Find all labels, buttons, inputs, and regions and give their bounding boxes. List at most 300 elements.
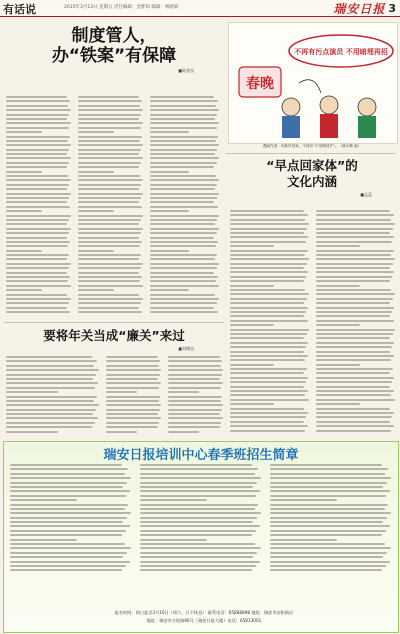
text-line <box>150 162 217 164</box>
text-line <box>10 499 77 501</box>
text-line <box>106 413 158 415</box>
text-line <box>6 365 94 367</box>
text-line <box>6 105 68 107</box>
text-line <box>230 386 304 388</box>
ad-body-col1 <box>10 464 132 574</box>
text-line <box>6 136 70 138</box>
text-line <box>270 490 390 492</box>
text-line <box>230 430 305 432</box>
text-line <box>78 241 142 243</box>
article-body-col1 <box>230 210 310 434</box>
text-line <box>78 149 141 151</box>
text-line <box>150 153 215 155</box>
text-line <box>78 96 139 98</box>
text-line <box>230 364 274 366</box>
text-line <box>150 175 216 177</box>
article-body-col2 <box>316 210 396 434</box>
text-line <box>168 391 199 393</box>
article-byline: ■刘德忠 <box>178 346 194 351</box>
text-line <box>316 267 390 269</box>
text-line <box>140 517 257 519</box>
text-line <box>150 254 217 256</box>
text-line <box>230 236 308 238</box>
text-line <box>10 521 123 523</box>
text-line <box>316 342 394 344</box>
text-line <box>78 223 139 225</box>
text-line <box>6 179 71 181</box>
article-institution <box>4 26 224 74</box>
text-line <box>140 504 258 506</box>
text-line <box>6 232 69 234</box>
text-line <box>6 426 92 428</box>
text-line <box>6 166 67 168</box>
text-line <box>230 351 304 353</box>
text-line <box>168 431 199 433</box>
text-line <box>140 521 253 523</box>
text-line <box>150 228 219 230</box>
text-line <box>150 131 189 133</box>
text-line <box>6 184 69 186</box>
text-line <box>230 403 274 405</box>
page-number: 3 <box>388 1 396 15</box>
text-line <box>150 219 217 221</box>
text-line <box>316 412 394 414</box>
text-line <box>316 311 392 313</box>
text-line <box>316 232 390 234</box>
text-line <box>150 289 189 291</box>
text-line <box>6 114 69 116</box>
text-line <box>6 396 97 398</box>
text-line <box>270 512 391 514</box>
logo-area <box>333 0 396 16</box>
text-line <box>6 391 58 393</box>
article-title-line1: 制度管人， <box>71 26 157 46</box>
text-line <box>78 184 141 186</box>
text-line <box>140 534 252 536</box>
text-line <box>230 425 308 427</box>
text-line <box>168 382 223 384</box>
text-line <box>140 539 207 541</box>
text-line <box>6 289 42 291</box>
editorial-cartoon <box>228 22 398 144</box>
text-line <box>6 118 67 120</box>
text-line <box>150 122 219 124</box>
text-line <box>6 267 69 269</box>
text-line <box>10 556 123 558</box>
text-line <box>78 210 114 212</box>
text-line <box>140 464 252 466</box>
text-line <box>6 250 42 252</box>
text-line <box>230 311 306 313</box>
text-line <box>106 431 137 433</box>
text-line <box>10 486 123 488</box>
text-line <box>230 263 307 265</box>
text-line <box>230 223 309 225</box>
text-line <box>78 157 143 159</box>
text-line <box>78 237 139 239</box>
text-line <box>270 525 390 527</box>
text-line <box>316 276 392 278</box>
ad-title: 瑞安日报培训中心春季班招生简章 <box>103 448 299 463</box>
text-line <box>168 360 222 362</box>
text-line <box>78 201 139 203</box>
text-line <box>6 197 69 199</box>
text-line <box>10 565 126 567</box>
text-line <box>270 565 386 567</box>
text-line <box>316 381 392 383</box>
text-line <box>10 504 128 506</box>
text-line <box>270 556 383 558</box>
divider <box>226 153 396 154</box>
text-line <box>316 377 394 379</box>
text-line <box>230 302 304 304</box>
text-line <box>168 413 220 415</box>
text-line <box>6 210 42 212</box>
text-line <box>150 210 189 212</box>
text-line <box>106 365 159 367</box>
text-line <box>316 390 394 392</box>
text-line <box>270 547 391 549</box>
text-line <box>140 565 256 567</box>
text-line <box>316 293 395 295</box>
text-line <box>230 394 305 396</box>
text-line <box>78 109 143 111</box>
text-line <box>316 315 390 317</box>
text-line <box>140 499 207 501</box>
text-line <box>6 263 71 265</box>
text-line <box>10 534 122 536</box>
text-line <box>6 237 67 239</box>
text-line <box>6 175 68 177</box>
text-line <box>230 359 305 361</box>
text-line <box>78 272 139 274</box>
masthead <box>0 0 400 17</box>
text-line <box>230 320 308 322</box>
text-line <box>316 254 391 256</box>
text-line <box>78 285 143 287</box>
text-line <box>10 495 126 497</box>
text-line <box>6 311 70 313</box>
dateline: 2015年3月13日 星期五 责任编辑：金胖琼 编辑：林晓斌 <box>64 5 179 10</box>
text-line <box>78 267 141 269</box>
text-line <box>230 258 309 260</box>
text-line <box>78 232 141 234</box>
text-line <box>230 245 274 247</box>
text-line <box>316 298 393 300</box>
text-line <box>150 96 214 98</box>
text-line <box>150 294 215 296</box>
text-line <box>6 100 70 102</box>
text-line <box>150 114 217 116</box>
text-line <box>230 368 307 370</box>
text-line <box>270 539 337 541</box>
text-line <box>150 223 215 225</box>
newspaper-logo: 瑞安日报 <box>333 1 386 16</box>
article-go-home-early <box>228 158 396 198</box>
text-line <box>140 486 253 488</box>
text-line <box>270 504 388 506</box>
text-line <box>6 280 68 282</box>
text-line <box>150 188 215 190</box>
text-line <box>230 416 306 418</box>
text-line <box>6 382 98 384</box>
text-line <box>316 355 394 357</box>
cartoon-illustration <box>229 23 397 143</box>
text-line <box>230 267 304 269</box>
text-line <box>230 377 308 379</box>
text-line <box>230 408 304 410</box>
text-line <box>270 534 382 536</box>
text-line <box>150 105 216 107</box>
text-line <box>270 521 383 523</box>
article-byline: ■孟蓝 <box>360 192 372 197</box>
text-line <box>6 258 67 260</box>
cartoon-stage-text: 春晚 <box>246 76 274 92</box>
text-line <box>106 422 159 424</box>
text-line <box>230 372 304 374</box>
text-line <box>316 408 390 410</box>
text-line <box>6 122 71 124</box>
text-line <box>106 426 158 428</box>
text-line <box>316 329 395 331</box>
article-new-year <box>4 328 224 352</box>
text-line <box>230 276 306 278</box>
text-line <box>270 530 386 532</box>
text-line <box>10 530 126 532</box>
text-line <box>316 403 360 405</box>
text-line <box>230 381 306 383</box>
text-line <box>106 374 160 376</box>
text-line <box>106 400 159 402</box>
text-line <box>150 179 219 181</box>
text-line <box>140 495 256 497</box>
ad-body-col3 <box>270 464 392 574</box>
text-line <box>78 131 114 133</box>
text-line <box>140 525 260 527</box>
text-line <box>230 214 308 216</box>
text-line <box>6 127 69 129</box>
text-line <box>140 468 258 470</box>
text-line <box>6 356 92 358</box>
text-line <box>270 486 383 488</box>
text-line <box>230 421 304 423</box>
article-body-col3 <box>168 356 224 435</box>
text-line <box>6 228 71 230</box>
text-line <box>6 96 67 98</box>
text-line <box>6 302 69 304</box>
text-line <box>230 324 274 326</box>
text-line <box>106 360 160 362</box>
text-line <box>10 512 131 514</box>
text-line <box>10 569 122 571</box>
text-line <box>150 140 216 142</box>
text-line <box>150 197 217 199</box>
text-line <box>140 473 255 475</box>
text-line <box>316 416 392 418</box>
text-line <box>6 149 69 151</box>
text-line <box>6 241 70 243</box>
text-line <box>168 365 221 367</box>
text-line <box>140 508 255 510</box>
text-line <box>150 157 219 159</box>
text-line <box>78 197 141 199</box>
article-body-col3 <box>150 96 220 316</box>
text-line <box>316 223 395 225</box>
text-line <box>230 232 304 234</box>
text-line <box>316 250 394 252</box>
text-line <box>78 250 114 252</box>
ad-footer-line1: 报名时间：即日起至3月10日（周六、日不休息） 联系电话：65888898 地址：瑞安市安阳新区 <box>114 610 294 615</box>
text-line <box>150 166 214 168</box>
text-line <box>316 351 390 353</box>
text-line <box>78 144 143 146</box>
text-line <box>316 399 395 401</box>
text-line <box>316 364 360 366</box>
text-line <box>316 386 390 388</box>
text-line <box>150 193 219 195</box>
text-line <box>10 464 122 466</box>
text-line <box>150 136 218 138</box>
text-line <box>316 324 360 326</box>
text-line <box>78 175 140 177</box>
text-line <box>150 109 219 111</box>
text-line <box>6 294 67 296</box>
text-line <box>78 280 140 282</box>
text-line <box>6 387 95 389</box>
text-line <box>106 369 161 371</box>
text-line <box>230 285 274 287</box>
text-line <box>10 468 128 470</box>
text-line <box>140 490 260 492</box>
text-line <box>270 552 387 554</box>
text-line <box>6 374 96 376</box>
text-line <box>78 254 141 256</box>
text-line <box>10 543 125 545</box>
text-line <box>6 254 69 256</box>
text-line <box>78 171 114 173</box>
text-line <box>316 258 395 260</box>
text-line <box>230 298 307 300</box>
text-line <box>168 409 222 411</box>
text-line <box>230 250 308 252</box>
text-line <box>6 404 99 406</box>
training-center-ad <box>3 441 399 633</box>
text-line <box>6 431 58 433</box>
text-line <box>316 289 391 291</box>
text-line <box>106 409 160 411</box>
text-line <box>6 131 42 133</box>
text-line <box>316 263 393 265</box>
text-line <box>106 382 161 384</box>
text-line <box>140 547 261 549</box>
text-line <box>230 271 308 273</box>
text-line <box>140 482 257 484</box>
text-line <box>316 337 390 339</box>
text-line <box>150 241 218 243</box>
text-line <box>150 298 219 300</box>
text-line <box>270 473 385 475</box>
text-line <box>10 482 127 484</box>
text-line <box>270 468 388 470</box>
article-body-col2 <box>106 356 162 435</box>
text-line <box>316 425 394 427</box>
text-line <box>6 378 93 380</box>
text-line <box>78 215 143 217</box>
text-line <box>78 307 139 309</box>
text-line <box>6 157 71 159</box>
text-line <box>78 219 141 221</box>
text-line <box>230 355 308 357</box>
text-line <box>140 561 260 563</box>
text-line <box>316 346 392 348</box>
text-line <box>6 245 68 247</box>
text-line <box>168 378 220 380</box>
text-line <box>230 390 308 392</box>
text-line <box>150 263 219 265</box>
text-line <box>6 409 96 411</box>
text-line <box>78 136 142 138</box>
text-line <box>106 391 137 393</box>
text-line <box>168 387 221 389</box>
text-line <box>150 184 217 186</box>
text-line <box>316 245 360 247</box>
text-line <box>230 293 309 295</box>
text-line <box>78 100 142 102</box>
text-line <box>106 387 159 389</box>
article-body-col1 <box>6 96 72 316</box>
text-line <box>270 543 385 545</box>
text-line <box>6 109 71 111</box>
text-line <box>270 464 382 466</box>
text-line <box>6 215 71 217</box>
text-line <box>316 228 393 230</box>
text-line <box>150 267 217 269</box>
text-line <box>316 430 391 432</box>
text-line <box>78 122 143 124</box>
text-line <box>230 289 305 291</box>
text-line <box>316 320 394 322</box>
text-line <box>316 333 393 335</box>
text-line <box>140 543 255 545</box>
text-line <box>270 508 385 510</box>
text-line <box>150 311 218 313</box>
text-line <box>6 193 71 195</box>
text-line <box>316 214 394 216</box>
text-line <box>78 118 139 120</box>
text-line <box>10 508 125 510</box>
article-title: 要将年关当成“廉关”来过 <box>43 328 185 343</box>
text-line <box>270 569 382 571</box>
text-line <box>106 378 158 380</box>
text-line <box>78 263 143 265</box>
text-line <box>6 223 67 225</box>
text-line <box>150 258 215 260</box>
text-line <box>140 556 253 558</box>
text-line <box>150 280 216 282</box>
text-line <box>270 561 390 563</box>
text-line <box>230 228 307 230</box>
text-line <box>316 421 390 423</box>
text-line <box>10 561 130 563</box>
text-line <box>150 285 219 287</box>
text-line <box>168 404 223 406</box>
text-line <box>230 219 305 221</box>
text-line <box>78 206 142 208</box>
text-line <box>6 369 99 371</box>
text-line <box>270 517 387 519</box>
text-line <box>6 272 67 274</box>
text-line <box>78 114 141 116</box>
